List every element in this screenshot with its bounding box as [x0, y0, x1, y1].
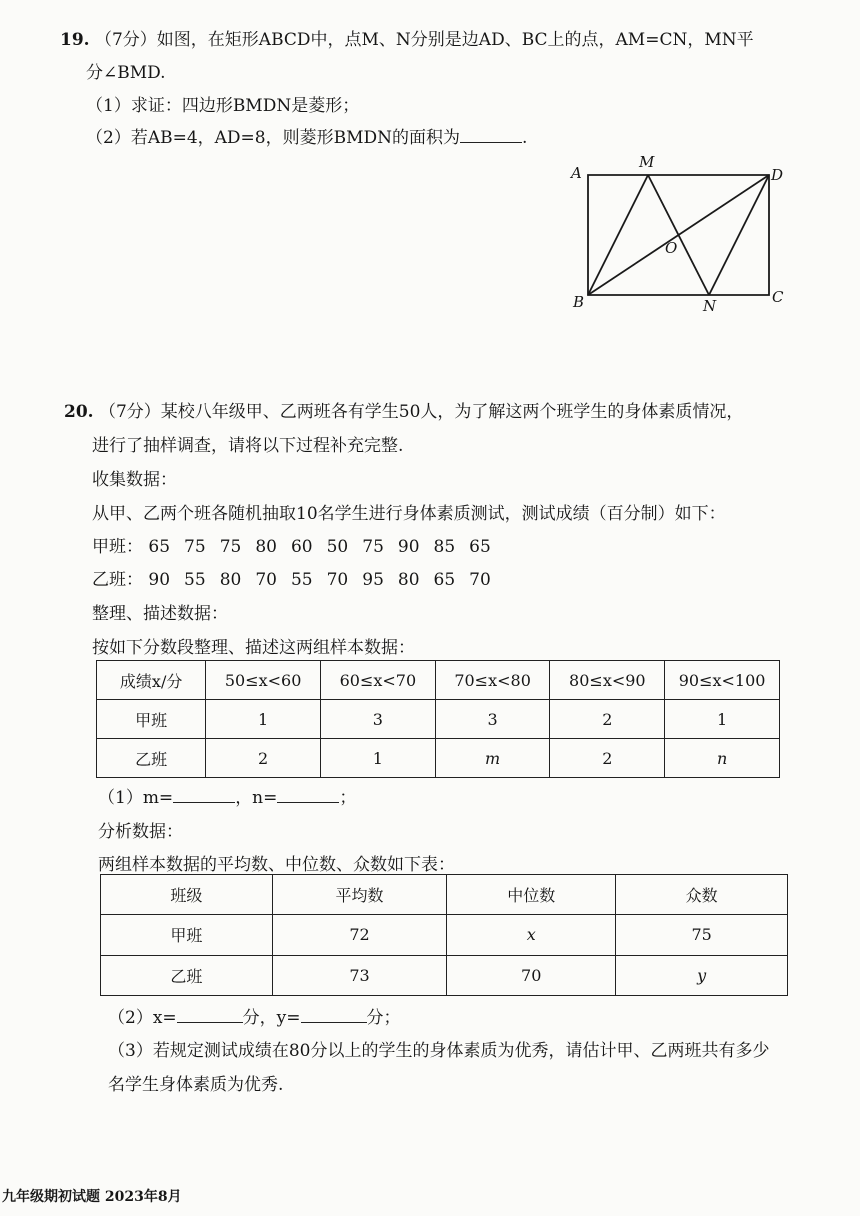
collect-text: 从甲、乙两个班各随机抽取10名学生进行身体素质测试，测试成绩（百分制）如下：	[92, 504, 726, 524]
score-value: 70	[255, 570, 277, 590]
table-cell: n	[665, 739, 780, 778]
table-cell: 1	[665, 700, 780, 739]
q19-line1	[60, 30, 754, 50]
score-value: 55	[290, 570, 313, 590]
sub2-y-label: 分，y=	[242, 1008, 301, 1028]
table-header-cell: 90≤x<100	[665, 661, 780, 700]
y-answer-blank[interactable]	[301, 1008, 367, 1023]
score-value: 80	[397, 570, 420, 590]
table-row	[101, 915, 788, 955]
class-a-scores-line	[92, 537, 505, 557]
table-cell: 1	[206, 700, 321, 739]
table-cell: x	[447, 915, 616, 955]
analyze-heading: 分析数据：	[98, 822, 183, 842]
table-header-cell: 80≤x<90	[550, 661, 665, 700]
label-c: C	[772, 288, 784, 306]
organize-heading: 整理、描述数据：	[92, 604, 228, 624]
q19-part2-text: （2）若AB=4，AD=8，则菱形BMDN的面积为	[86, 128, 461, 148]
diagonal-bd	[588, 175, 769, 295]
table-header-cell: 众数	[616, 875, 788, 915]
table-cell: 甲班	[97, 700, 206, 739]
score-value: 85	[433, 537, 456, 557]
score-value: 70	[326, 570, 349, 590]
score-value: 65	[469, 537, 491, 557]
table-cell: 2	[550, 739, 665, 778]
table-header-row	[101, 875, 788, 915]
table-header-row	[97, 661, 780, 700]
score-value: 80	[255, 537, 277, 557]
q20-line2: 进行了抽样调查，请将以下过程补充完整.	[92, 436, 404, 456]
score-value: 80	[219, 570, 242, 590]
score-value: 65	[433, 570, 456, 590]
table-cell: 乙班	[101, 955, 273, 995]
label-a: A	[571, 164, 582, 182]
frequency-table	[96, 660, 780, 778]
table-header-cell: 70≤x<80	[435, 661, 550, 700]
table-cell: y	[616, 955, 788, 995]
q19-part2	[86, 128, 527, 148]
label-n: N	[703, 297, 717, 315]
score-value: 75	[184, 537, 206, 557]
q19-part1: （1）求证：四边形BMDN是菱形；	[86, 96, 360, 116]
segment-bm	[588, 175, 648, 295]
table-cell: 75	[616, 915, 788, 955]
class-a-scores	[148, 537, 504, 557]
class-b-scores	[148, 570, 504, 590]
label-m: M	[639, 153, 655, 171]
score-value: 90	[397, 537, 420, 557]
q20-stem: （7分）某校八年级甲、乙两班各有学生50人，为了解这两个班学生的身体素质情况，	[98, 402, 744, 422]
q20-number: 20.	[64, 402, 94, 422]
score-value: 65	[148, 537, 171, 557]
q20-sub1	[98, 788, 356, 808]
class-b-label: 乙班：	[92, 570, 143, 590]
table-row	[97, 700, 780, 739]
q20-line1	[64, 402, 743, 422]
collect-heading: 收集数据：	[92, 470, 177, 490]
x-answer-blank[interactable]	[177, 1008, 243, 1023]
score-value: 75	[362, 537, 384, 557]
class-b-scores-line	[92, 570, 505, 590]
q19-stem: （7分）如图，在矩形ABCD中，点M、N分别是边AD、BC上的点，AM=CN，MN平	[94, 30, 754, 50]
table-cell: 72	[272, 915, 446, 955]
table-header-cell: 50≤x<60	[206, 661, 321, 700]
table-cell: 70	[447, 955, 616, 995]
table-header-cell: 平均数	[272, 875, 446, 915]
table-header-cell: 班级	[101, 875, 273, 915]
table-row	[101, 955, 788, 995]
table-row	[97, 739, 780, 778]
page-footer: 九年级期初试题 2023年8月	[2, 1189, 182, 1205]
statistics-table	[100, 874, 788, 996]
q20-sub2	[108, 1008, 401, 1028]
q19-number: 19.	[60, 30, 90, 50]
table-header-cell: 60≤x<70	[321, 661, 436, 700]
table-cell: 2	[206, 739, 321, 778]
sub1-m-label: （1）m=	[98, 788, 174, 808]
table-cell: 甲班	[101, 915, 273, 955]
score-value: 55	[184, 570, 206, 590]
table-header-cell: 成绩x/分	[97, 661, 206, 700]
score-value: 70	[469, 570, 491, 590]
q19-part2-period: .	[522, 128, 528, 148]
table-cell: 2	[550, 700, 665, 739]
answer-blank[interactable]	[460, 128, 522, 143]
q20-sub3-line1: （3）若规定测试成绩在80分以上的学生的身体素质为优秀，请估计甲、乙两班共有多少	[108, 1041, 770, 1061]
score-value: 50	[326, 537, 349, 557]
m-answer-blank[interactable]	[173, 788, 235, 803]
score-value: 75	[219, 537, 242, 557]
rectangle-figure	[565, 150, 795, 320]
table-cell: 乙班	[97, 739, 206, 778]
sub1-end: ；	[339, 788, 357, 808]
table-cell: 3	[435, 700, 550, 739]
sub1-n-label: ，n=	[235, 788, 278, 808]
label-b: B	[573, 293, 585, 311]
label-o: O	[665, 239, 678, 257]
q20-sub3-line2: 名学生身体素质为优秀.	[108, 1075, 284, 1095]
table-cell: m	[435, 739, 550, 778]
score-value: 90	[148, 570, 171, 590]
table-cell: 73	[272, 955, 446, 995]
score-value: 60	[290, 537, 313, 557]
table-header-cell: 中位数	[447, 875, 616, 915]
table-cell: 3	[321, 700, 436, 739]
q19-line2: 分∠BMD.	[86, 63, 166, 83]
segment-nd	[709, 175, 769, 295]
sub2-x-label: （2）x=	[108, 1008, 177, 1028]
analyze-text: 两组样本数据的平均数、中位数、众数如下表：	[98, 855, 455, 875]
label-d: D	[771, 166, 784, 184]
class-a-label: 甲班：	[92, 537, 143, 557]
organize-text: 按如下分数段整理、描述这两组样本数据：	[92, 638, 415, 658]
table-cell: 1	[321, 739, 436, 778]
sub2-end: 分；	[366, 1008, 401, 1028]
n-answer-blank[interactable]	[277, 788, 339, 803]
score-value: 95	[362, 570, 384, 590]
